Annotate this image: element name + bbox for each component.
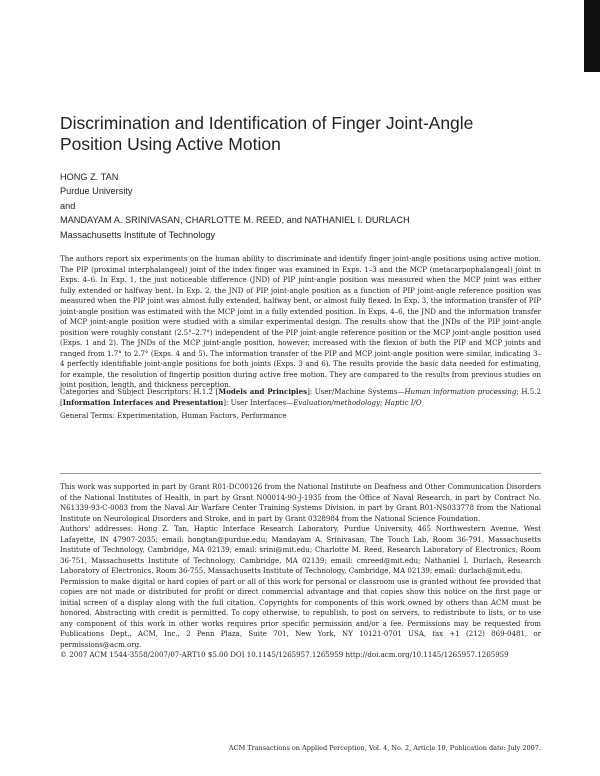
- footnote-block: [60, 482, 541, 661]
- cat-text: ]: User Interfaces—: [223, 397, 294, 407]
- page-edge-tab: [584, 0, 600, 72]
- funding-note: This work was supported in part by Grant R01-DC00126 from the National Institute on Deafness and Other Communication Disorders of the National Institutes of Health, in part by Grant N00014-90-J-1935 from the Office of Naval Research, in part by Contract No. N61339-93-C-0083 from the Naval Air Warfare Center Training Systems Division, in part by Grant R01-NS033778 from the National Institute on Neurological Disorders and Stroke, and in part by Grant 0328984 from the National Science Foundation.: [60, 482, 541, 523]
- cat-text: Categories and Subject Descriptors: H.1.2 [: [60, 387, 219, 396]
- paper-title: Discrimination and Identification of Finger Joint-Angle Position Using Active Motion: [60, 113, 474, 154]
- cat-italic: Human information processing: [404, 387, 517, 396]
- cat-bold: Information Interfaces and Presentation: [62, 397, 224, 407]
- permission-note: Permission to make digital or hard copies of part or all of this work for personal or classroom use is granted without fee provided that copies are not made or distributed for profit or direct commercial advantage and that copies show this notice on the first page or initial screen of a display along with the full citation. Copyrights for components of this work owned by others than ACM must be honored. Abstracting with credit is permitted. To copy otherwise, to republish, to post on servers, to redistribute to lists, or to use any component of this work in other works requires prior specific permission and/or a fee. Permissions may be requested from Publications Dept., ACM, Inc., 2 Penn Plaza, Suite 701, New York, NY 10121-0701 USA, fax +1 (212) 869-0481, or permissions@acm.org.: [60, 576, 541, 649]
- author-name: HONG Z. TAN: [60, 172, 119, 182]
- author-names: MANDAYAM A. SRINIVASAN, CHARLOTTE M. REED, and NATHANIEL I. DURLACH: [60, 215, 410, 226]
- author-block: [60, 170, 540, 242]
- journal-citation: ACM Transactions on Applied Perception, Vol. 4, No. 2, Article 10, Publication date: July 2007.: [228, 744, 541, 752]
- author-affiliation: Massachusetts Institute of Technology: [60, 229, 216, 240]
- cat-italic: Evaluation/methodology; Haptic I/O: [293, 397, 422, 407]
- footnote-divider: [60, 473, 541, 474]
- cat-text: ]: User/Machine Systems—: [307, 387, 405, 396]
- copyright-line: © 2007 ACM 1544-3558/2007/07-ART10 $5.00 DOI 10.1145/1265957.1265959 http://doi.acm.org/10.1145/1265957.1265959: [60, 650, 509, 659]
- author-affiliation: Purdue University: [60, 186, 133, 197]
- author-conjunction: and: [60, 200, 76, 211]
- cat-bold: Models and Principles: [218, 387, 308, 396]
- abstract: The authors report six experiments on the human ability to discriminate and identify finger joint-angle positions using active motion. The PIP (proximal interphalangeal) joint of the index finger was examined in Exps. 1–3 and the MCP (metacarpophalangeal) joint in Exps. 4–6. In Exp. 1, the just noticeable difference (JND) of PIP joint-angle position was measured when the MCP joint was either fully extended or halfway bent. In Exp. 2, the JND of PIP joint-angle position as a function of PIP joint-angle reference position was measured when the PIP joint was almost fully extended, halfway bent, or almost fully flexed. In Exp. 3, the information transfer of PIP joint-angle position was estimated with the MCP joint in a fully extended position. In Exps. 4–6, the JND and the information transfer of MCP joint-angle position were studied with a similar experimental design. The results show that the JNDs of the PIP joint-angle position were roughly constant (2.5°–2.7°) independent of the PIP joint-angle reference position or the MCP joint-angle position used (Exps. 1 and 2). The JNDs of the MCP joint-angle position, however, increased with the flexion of both the PIP and MCP joints and ranged from 1.7° to 2.7° (Exps. 4 and 5). The information transfer of the PIP and MCP joint-angle position were similar, indicating 3–4 perfectly identifiable joint-angle positions for both joints (Exps. 3 and 6). The results provide the basic data needed for estimating, for example, the resolution of fingertip position during active free motion. They are compared to the results from previous studies on joint position, length, and thickness perception.: [60, 254, 541, 389]
- cat-text: ; H.5.2 [: [60, 387, 541, 407]
- general-terms: General Terms: Experimentation, Human Factors, Performance: [60, 411, 287, 420]
- categories-descriptors: [60, 387, 541, 408]
- author-addresses: Authors' addresses: Hong Z. Tan, Haptic Interface Research Laboratory, Purdue University, 465 Northwestern Avenue, West Lafayette, IN 47907-2035; email: hongtan@purdue.edu; Mandayam A. Srinivasan, The Touch Lab, Room 36-791, Massachusetts Institute of Technology, Cambridge, MA 02139; email: srini@mit.edu; Charlotte M. Reed, Research Laboratory of Electronics, Room 36-751, Massachusetts Institute of Technology, Cambridge, MA 02139; email: cmreed@mit.edu; Nathaniel I. Durlach, Research Laboratory of Electronics, Room 36-755, Massachusetts Institute of Technology, Cambridge, MA 02139; email: durlach@mit.edu.: [60, 524, 541, 575]
